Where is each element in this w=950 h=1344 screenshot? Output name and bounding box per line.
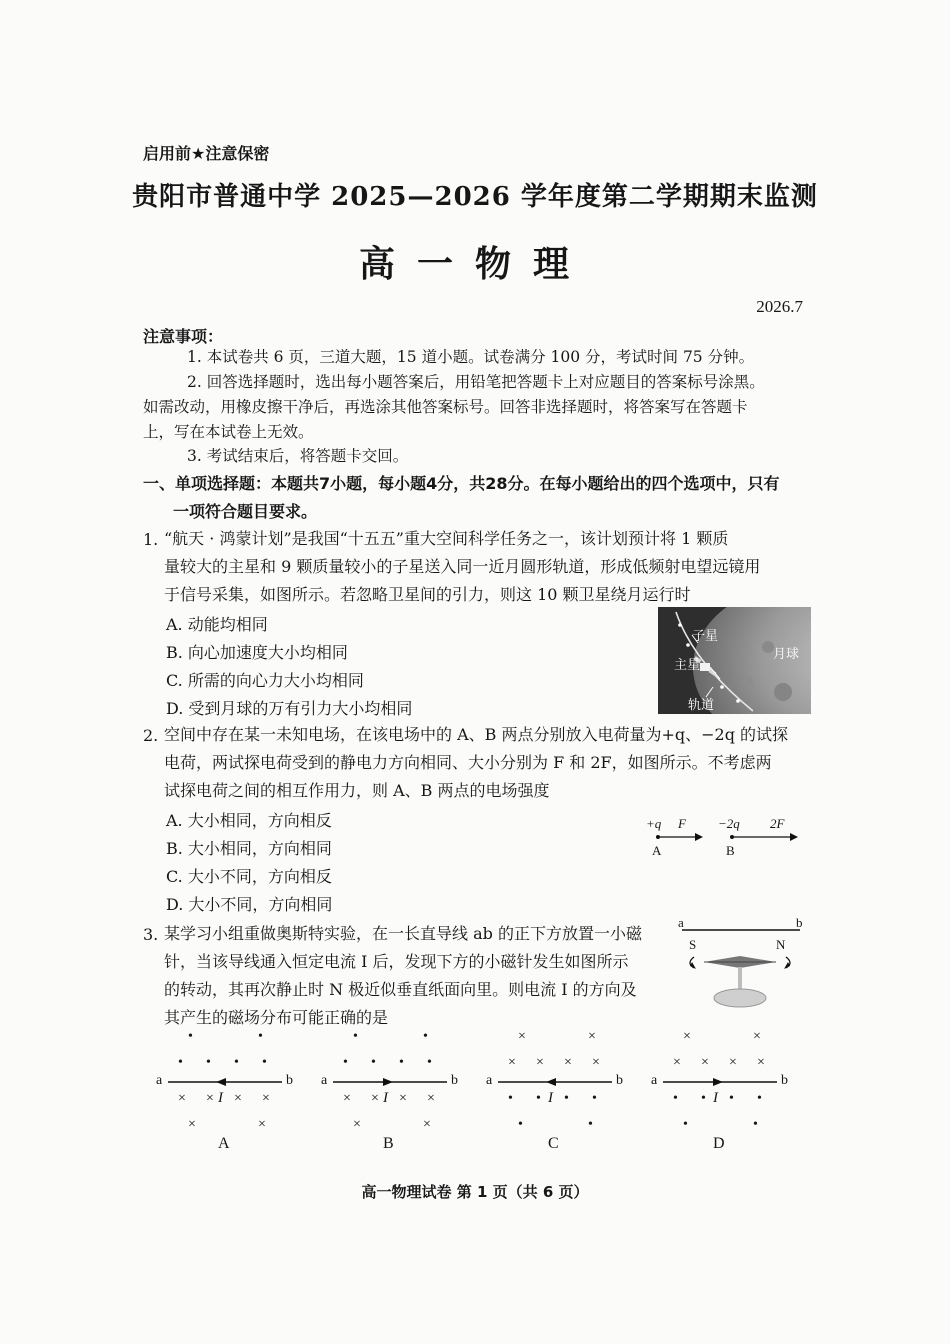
choice-label: B <box>383 1135 394 1152</box>
cross-symbol: × <box>188 1117 196 1132</box>
choice-b-diagram <box>315 1025 465 1160</box>
dot-symbol: • <box>371 1055 376 1070</box>
dot-symbol: • <box>258 1029 263 1044</box>
dot-symbol: • <box>518 1117 523 1132</box>
dot-symbol: • <box>423 1029 428 1044</box>
cross-symbol: × <box>564 1055 572 1070</box>
cross-symbol: × <box>757 1055 765 1070</box>
notice-item-3: 3. 考试结束后，将答题卡交回。 <box>187 447 409 465</box>
question-3-line-1: 某学习小组重做奥斯特实验，在一长直导线 ab 的正下方放置一小磁 <box>164 924 642 943</box>
south-pole-label: S <box>689 937 697 952</box>
dot-symbol: • <box>729 1091 734 1106</box>
question-2-stem <box>164 721 812 805</box>
section-heading <box>143 470 813 526</box>
question-2-line-2: 电荷，两试探电荷受到的静电力方向相同、大小分别为 F 和 2F，如图所示。不考虑两 <box>164 753 772 772</box>
page-footer: 高一物理试卷 第 1 页（共 6 页） <box>361 1183 589 1201</box>
subject-title: 高一物理 <box>358 243 591 285</box>
point-a-label: A <box>652 843 662 858</box>
question-1-line-1: “航天 · 鸿蒙计划”是我国“十五五”重大空间科学任务之一，该计划预计将 1 颗质 <box>164 529 729 548</box>
question-3-stem <box>164 920 674 1032</box>
question-1-option-c: C. 所需的向心力大小均相同 <box>166 671 364 690</box>
cross-symbol: × <box>588 1029 596 1044</box>
question-1-line-2: 量较大的主星和 9 颗质量较小的子星送入同一近月圆形轨道，形成低频射电望远镜用 <box>164 557 761 576</box>
cross-symbol: × <box>258 1117 266 1132</box>
question-3-line-3: 的转动，其再次静止时 N 极近似垂直纸面向里。则电流 I 的方向及 <box>164 980 637 999</box>
question-1-line-3: 于信号采集，如图所示。若忽略卫星间的引力，则这 10 颗卫星绕月运行时 <box>164 585 691 604</box>
current-arrow <box>383 1078 393 1086</box>
charge-b-label: −2q <box>718 816 740 831</box>
dot-symbol: • <box>536 1091 541 1106</box>
question-1-stem <box>164 525 812 609</box>
dot-symbol: • <box>206 1055 211 1070</box>
test-charge-figure <box>640 812 810 862</box>
notice-item-2-line-1: 2. 回答选择题时，选出每小题答案后，用铅笔把答题卡上对应题目的答案标号涂黑。 <box>187 373 765 391</box>
section-heading-line-1: 一、单项选择题：本题共7小题，每小题4分，共28分。在每小题给出的四个选项中，只有 <box>143 474 780 493</box>
question-3-choices <box>150 1025 810 1160</box>
north-pole-label: N <box>776 937 786 952</box>
cross-symbol: × <box>343 1091 351 1106</box>
question-3-number: 3. <box>143 925 159 944</box>
current-arrow <box>546 1078 556 1086</box>
question-2-number: 2. <box>143 726 159 745</box>
current-arrow <box>216 1078 226 1086</box>
compass-stand <box>738 967 742 991</box>
dot-symbol: • <box>564 1091 569 1106</box>
question-2-option-d: D. 大小不同，方向相同 <box>166 895 333 914</box>
dot-symbol: • <box>701 1091 706 1106</box>
cross-symbol: × <box>399 1091 407 1106</box>
cross-symbol: × <box>353 1117 361 1132</box>
current-arrow <box>713 1078 723 1086</box>
current-label: I <box>383 1090 388 1106</box>
orbit-label: 轨道 <box>688 698 715 713</box>
dot-symbol: • <box>262 1055 267 1070</box>
dot-symbol: • <box>753 1117 758 1132</box>
cross-symbol: × <box>536 1055 544 1070</box>
lunar-orbit-figure <box>658 607 811 714</box>
wire-end-b-label: b <box>781 1073 788 1088</box>
choice-a-diagram <box>150 1025 300 1160</box>
question-3-line-2: 针，当该导线通入恒定电流 I 后，发现下方的小磁针发生如图所示 <box>164 952 629 971</box>
force-a-label: F <box>678 816 686 831</box>
section-heading-line-2: 一项符合题目要求。 <box>173 502 318 521</box>
point-b-label: B <box>726 843 735 858</box>
question-1-option-a: A. 动能均相同 <box>166 615 268 634</box>
cross-symbol: × <box>683 1029 691 1044</box>
dot-symbol: • <box>353 1029 358 1044</box>
cross-symbol: × <box>234 1091 242 1106</box>
dot-symbol: • <box>188 1029 193 1044</box>
dot-symbol: • <box>592 1091 597 1106</box>
dot-symbol: • <box>343 1055 348 1070</box>
wire-end-a-label: a <box>156 1073 163 1088</box>
wire-end-a-label: a <box>651 1073 658 1088</box>
confidential-note: 启用前★注意保密 <box>143 144 270 163</box>
current-label: I <box>713 1090 718 1106</box>
exam-date: 2026.7 <box>756 297 803 316</box>
cross-symbol: × <box>178 1091 186 1106</box>
main-satellite-label: 主星 <box>674 658 701 673</box>
question-2-option-b: B. 大小相同，方向相同 <box>166 839 332 858</box>
dot-symbol: • <box>508 1091 513 1106</box>
dot-symbol: • <box>757 1091 762 1106</box>
wire-end-a-label: a <box>321 1073 328 1088</box>
question-1-option-b: B. 向心加速度大小均相同 <box>166 643 348 662</box>
wire-end-a-label: a <box>678 915 684 930</box>
dot-symbol: • <box>178 1055 183 1070</box>
dot-symbol: • <box>588 1117 593 1132</box>
cross-symbol: × <box>508 1055 516 1070</box>
dot-symbol: • <box>399 1055 404 1070</box>
current-label: I <box>218 1090 223 1106</box>
cross-symbol: × <box>371 1091 379 1106</box>
choice-c-diagram <box>480 1025 630 1160</box>
dot-symbol: • <box>427 1055 432 1070</box>
question-1-option-d: D. 受到月球的万有引力大小均相同 <box>166 699 413 718</box>
wire-end-b-label: b <box>796 915 803 930</box>
notice-item-2-line-3: 上，写在本试卷上无效。 <box>143 423 314 441</box>
exam-title: 贵阳市普通中学 2025—2026 学年度第二学期期末监测 <box>132 182 818 212</box>
question-1-number: 1. <box>143 530 159 549</box>
cross-symbol: × <box>262 1091 270 1106</box>
cross-symbol: × <box>753 1029 761 1044</box>
cross-symbol: × <box>592 1055 600 1070</box>
oersted-figure <box>672 915 812 1010</box>
wire-end-b-label: b <box>616 1073 623 1088</box>
notice-item-2-line-2: 如需改动，用橡皮擦干净后，再选涂其他答案标号。回答非选择题时，将答案写在答题卡 <box>143 398 748 416</box>
wire-end-b-label: b <box>286 1073 293 1088</box>
dot-symbol: • <box>673 1091 678 1106</box>
cross-symbol: × <box>427 1091 435 1106</box>
choice-label: D <box>713 1135 725 1152</box>
question-3-line-4: 其产生的磁场分布可能正确的是 <box>164 1008 389 1027</box>
force-b-label: 2F <box>770 816 785 831</box>
moon-label: 月球 <box>773 647 800 662</box>
question-2-option-a: A. 大小相同，方向相反 <box>166 811 332 830</box>
choice-d-diagram <box>645 1025 795 1160</box>
dot-symbol: • <box>683 1117 688 1132</box>
question-2-line-3: 试探电荷之间的相互作用力，则 A、B 两点的电场强度 <box>164 781 550 800</box>
cross-symbol: × <box>729 1055 737 1070</box>
choice-label: C <box>548 1135 559 1152</box>
cross-symbol: × <box>206 1091 214 1106</box>
dot-symbol: • <box>234 1055 239 1070</box>
cross-symbol: × <box>701 1055 709 1070</box>
notice-item-1: 1. 本试卷共 6 页，三道大题，15 道小题。试卷满分 100 分，考试时间 75 分钟。 <box>187 348 755 366</box>
cross-symbol: × <box>518 1029 526 1044</box>
sub-satellite-label: 子星 <box>692 629 719 644</box>
cross-symbol: × <box>423 1117 431 1132</box>
cross-symbol: × <box>673 1055 681 1070</box>
current-label: I <box>548 1090 553 1106</box>
wire-end-b-label: b <box>451 1073 458 1088</box>
question-2-option-c: C. 大小不同，方向相反 <box>166 867 332 886</box>
choice-label: A <box>218 1135 230 1152</box>
notice-heading: 注意事项： <box>143 327 224 346</box>
question-2-line-1: 空间中存在某一未知电场，在该电场中的 A、B 两点分别放入电荷量为+q、−2q 的试探 <box>164 725 789 744</box>
wire-end-a-label: a <box>486 1073 493 1088</box>
charge-a-label: +q <box>646 816 662 831</box>
